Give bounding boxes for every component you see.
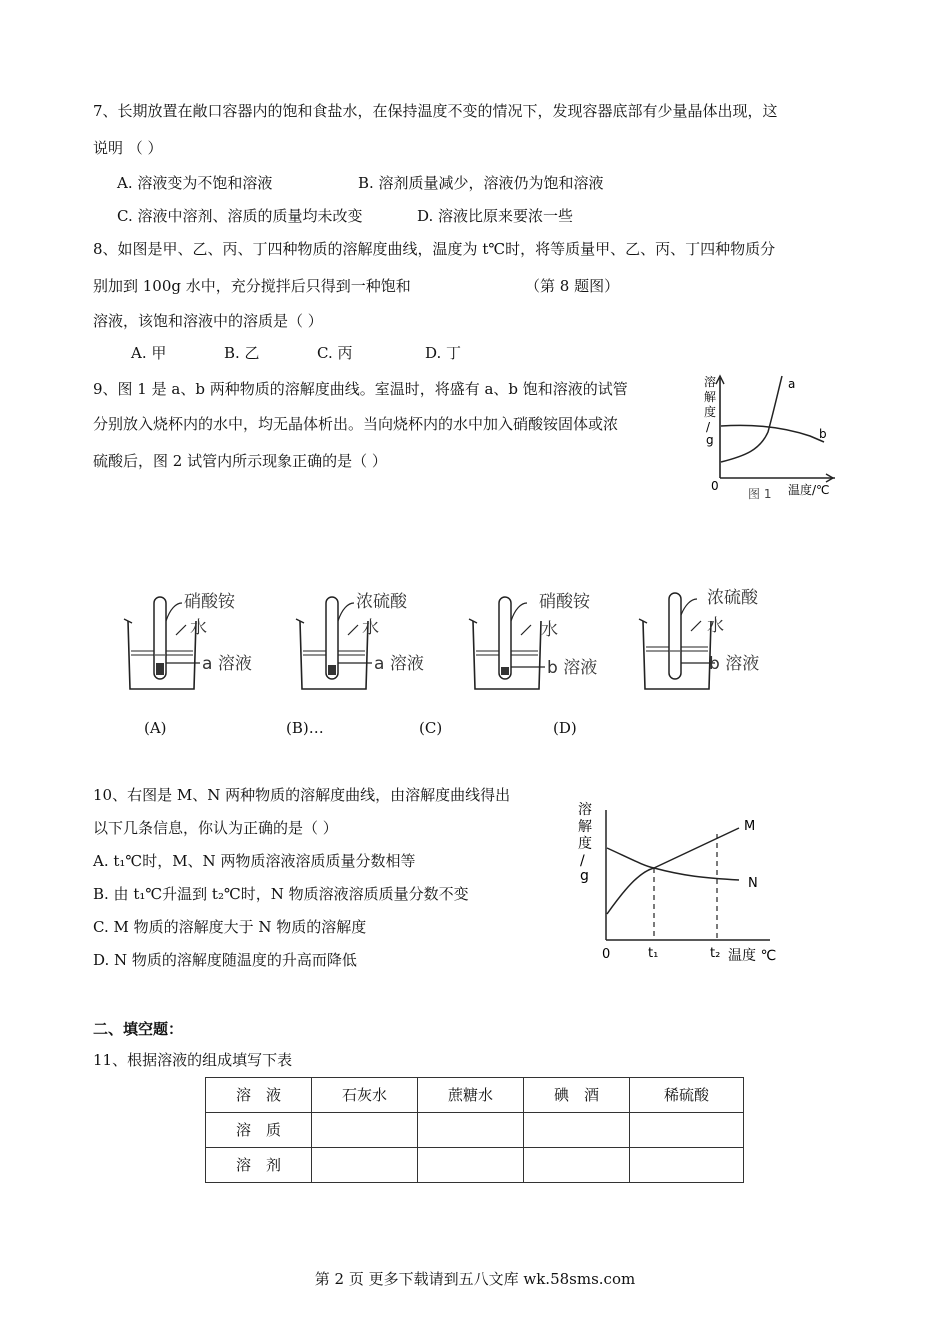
q8-option-a: A. 甲 (131, 344, 167, 362)
q10-option-d: D. N 物质的溶解度随温度的升高而降低 (93, 951, 357, 969)
fig2-origin: 0 (602, 947, 611, 962)
q9-line3: 硫酸后，图 2 试管内所示现象正确的是（ ） (93, 452, 387, 470)
table-cell[interactable] (630, 1148, 744, 1183)
beaker-b-label: (B)… (286, 719, 324, 737)
crystal-mark (156, 663, 164, 675)
fig2-ylabel-4: / (580, 853, 585, 869)
beaker-c-reagent: 硝酸铵 (539, 592, 590, 612)
fig1-ylabel-2: 解 (704, 390, 717, 404)
fig1-ylabel-3: 度 (704, 405, 717, 419)
fig2-xlabel: 温度 ℃ (728, 948, 777, 964)
q9-beaker-figures (120, 585, 780, 695)
q9-line2: 分别放入烧杯内的水中，均无晶体析出。当向烧杯内的水中加入硝酸铵固体或浓 (93, 415, 619, 433)
table-cell[interactable] (312, 1148, 418, 1183)
table-cell[interactable] (418, 1148, 524, 1183)
table-header-cell: 石灰水 (312, 1078, 418, 1113)
table-row (206, 1148, 744, 1183)
beaker-c-solution: b 溶液 (547, 658, 598, 678)
q8-option-c: C. 丙 (317, 344, 353, 362)
fig2-t2: t₂ (710, 946, 721, 961)
solution-table (205, 1077, 744, 1183)
fig1-curve-a (721, 376, 782, 462)
fig2-ylabel-2: 解 (578, 819, 592, 835)
beaker-d-reagent: 浓硫酸 (707, 588, 758, 608)
q8-line3: 溶液，该饱和溶液中的溶质是（ ） (93, 312, 323, 330)
q10-option-a: A. t₁℃时，M、N 两物质溶液溶质质量分数相等 (93, 852, 416, 870)
q7-option-d: D. 溶液比原来要浓一些 (417, 207, 574, 225)
table-header-cell: 碘 酒 (524, 1078, 630, 1113)
q10-option-b: B. 由 t₁℃升温到 t₂℃时，N 物质溶液溶质质量分数不变 (93, 885, 469, 903)
fig1-label-b: b (819, 427, 827, 441)
q8-figure-note: （第 8 题图） (525, 277, 620, 295)
fig1-ylabel-1: 溶 (704, 375, 717, 389)
fig2-label-n: N (748, 876, 758, 891)
beaker-d-solution: b 溶液 (709, 654, 760, 674)
fig2-ylabel-5: g (580, 868, 589, 884)
beaker-d-label: (D) (553, 719, 577, 737)
table-row-label: 溶 剂 (206, 1148, 312, 1183)
fig2-ylabel-1: 溶 (578, 802, 592, 818)
q9-figure1 (700, 370, 850, 506)
beaker-b-reagent: 浓硫酸 (356, 592, 407, 612)
q7-line1: 7、长期放置在敞口容器内的饱和食盐水，在保持温度不变的情况下，发现容器底部有少量晶体出现，这 (93, 102, 778, 120)
beaker-b-water: 水 (362, 618, 379, 638)
table-row-label: 溶 质 (206, 1113, 312, 1148)
fig1-ylabel-4: / (706, 420, 711, 434)
beaker-d (639, 588, 759, 689)
q7-option-b: B. 溶剂质量减少，溶液仍为饱和溶液 (358, 174, 604, 192)
beaker-a (124, 592, 252, 689)
fig1-label-a: a (788, 377, 796, 391)
fig2-curve-n (607, 848, 739, 880)
fig1-origin: 0 (711, 479, 719, 493)
q7-option-c: C. 溶液中溶剂、溶质的质量均未改变 (117, 207, 363, 225)
page-footer: 第 2 页 更多下载请到五八文库 wk.58sms.com (314, 1270, 636, 1288)
beaker-a-water: 水 (190, 618, 207, 638)
section2-title: 二、填空题： (93, 1020, 184, 1038)
beaker-a-reagent: 硝酸铵 (184, 592, 235, 612)
beaker-a-solution: a 溶液 (202, 654, 252, 674)
q7-option-a: A. 溶液变为不饱和溶液 (117, 174, 273, 192)
beaker-d-water: 水 (707, 616, 724, 636)
q8-line2: 别加到 100g 水中，充分搅拌后只得到一种饱和 (93, 277, 411, 295)
table-row (206, 1113, 744, 1148)
table-cell[interactable] (524, 1148, 630, 1183)
beaker-c-water: 水 (541, 620, 558, 640)
beaker-c-label: (C) (419, 719, 443, 737)
table-header-cell: 溶 液 (206, 1078, 312, 1113)
fig1-xlabel: 温度/℃ (788, 483, 830, 497)
table-header-cell: 蔗糖水 (418, 1078, 524, 1113)
q11-line1: 11、根据溶液的组成填写下表 (93, 1051, 293, 1069)
q8-line1: 8、如图是甲、乙、丙、丁四种物质的溶解度曲线，温度为 t℃时，将等质量甲、乙、丙、丁四种物质分 (93, 240, 776, 258)
q7-line2: 说明 （ ） (93, 139, 163, 157)
q9-line1: 9、图 1 是 a、b 两种物质的溶解度曲线。室温时，将盛有 a、b 饱和溶液的试管 (93, 380, 628, 398)
fig2-ylabel-3: 度 (578, 836, 592, 852)
table-cell[interactable] (312, 1113, 418, 1148)
q10-option-c: C. M 物质的溶解度大于 N 物质的溶解度 (93, 918, 367, 936)
table-cell[interactable] (524, 1113, 630, 1148)
q10-line1: 10、右图是 M、N 两种物质的溶解度曲线，由溶解度曲线得出 (93, 786, 511, 804)
table-header-cell: 稀硫酸 (630, 1078, 744, 1113)
beaker-b (296, 592, 424, 689)
fig1-ylabel-5: g (706, 433, 714, 447)
fig2-label-m: M (744, 819, 756, 834)
fig1-caption: 图 1 (748, 487, 772, 501)
fig2-t1: t₁ (648, 946, 659, 961)
beaker-c (469, 592, 597, 689)
q10-line2: 以下几条信息，你认为正确的是（ ） (93, 819, 338, 837)
q8-option-d: D. 丁 (425, 344, 462, 362)
fig1-curve-b (721, 425, 824, 442)
fig2-curve-m (607, 828, 739, 914)
table-header-row (206, 1078, 744, 1113)
beaker-b-solution: a 溶液 (374, 654, 424, 674)
table-cell[interactable] (418, 1113, 524, 1148)
q8-option-b: B. 乙 (224, 344, 260, 362)
beaker-a-label: (A) (144, 719, 167, 737)
table-cell[interactable] (630, 1113, 744, 1148)
q10-figure (574, 798, 789, 970)
